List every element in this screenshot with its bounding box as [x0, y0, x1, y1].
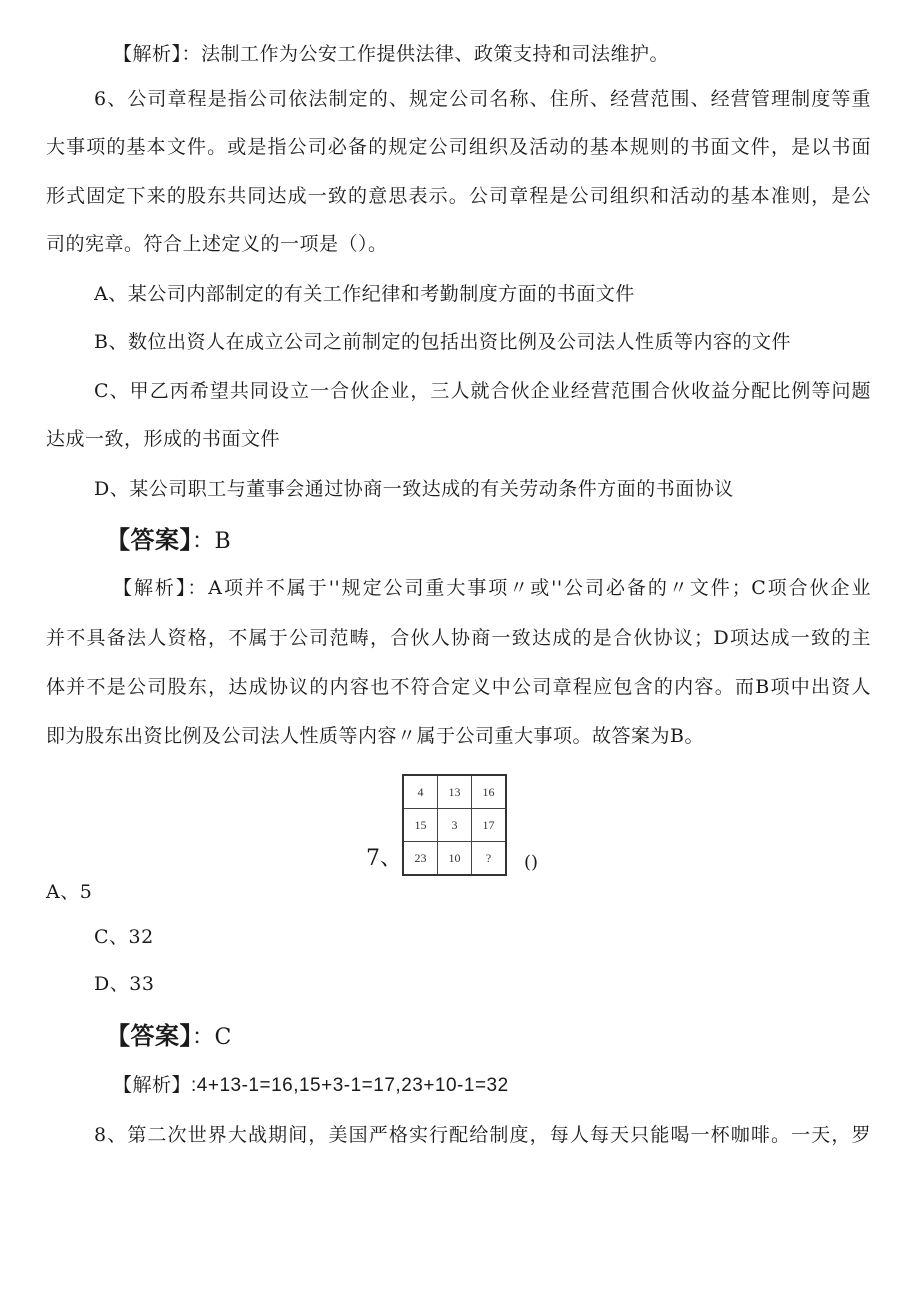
grid-cell: 4 [403, 775, 438, 809]
option-7-a: A、5 [46, 881, 93, 903]
explanation-formula: :4+13-1=16,15+3-1=17,23+10-1=32 [191, 1075, 509, 1096]
answer-7 [106, 1020, 232, 1054]
answer-blank: () [524, 852, 539, 873]
explanation-6-line-4: 即为股东出资比例及公司法人性质等内容〃属于公司重大事项。故答案为B。 [46, 725, 704, 747]
option-d: D、某公司职工与董事会通过协商一致达成的有关劳动条件方面的书面协议 [94, 478, 734, 500]
option-7-d: D、33 [94, 973, 155, 995]
grid-cell: 3 [438, 809, 472, 842]
question-8-line-1: 8、第二次世界大战期间，美国严格实行配给制度，每人每天只能喝一杯咖啡。一天，罗 [94, 1124, 871, 1146]
explanation-line: 【解析】：法制工作为公安工作提供法律、政策支持和司法维护。 [113, 43, 670, 65]
question-6-line-2: 大事项的基本文件。或是指公司必备的规定公司组织及活动的基本规则的书面文件，是以书面 [46, 136, 871, 158]
grid-cell: 13 [438, 775, 472, 809]
option-c-line-2: 达成一致，形成的书面文件 [46, 428, 281, 450]
grid-cell: 16 [472, 775, 507, 809]
explanation-6-line-1: 【解析】：A项并不属于''规定公司重大事项〃或''公司必备的〃文件；C项合伙企业 [113, 577, 871, 599]
question-6-line-4: 司的宪章。符合上述定义的一项是（）。 [46, 233, 388, 255]
option-7-c: C、32 [94, 926, 154, 948]
question-7-figure [366, 772, 556, 882]
explanation-6-line-2: 并不具备法人资格，不属于公司范畴，合伙人协商一致达成的是合伙协议；D项达成一致的主 [46, 627, 871, 649]
explanation-label: 【解析】 [113, 1074, 192, 1096]
answer-6 [106, 524, 231, 558]
option-a: A、某公司内部制定的有关工作纪律和考勤制度方面的书面文件 [94, 283, 635, 305]
grid-cell: ? [472, 842, 507, 876]
option-b: B、数位出资人在成立公司之前制定的包括出资比例及公司法人性质等内容的文件 [94, 331, 791, 353]
number-grid [402, 774, 507, 876]
grid-cell: 17 [472, 809, 507, 842]
question-6-line-1: 6、公司章程是指公司依法制定的、规定公司名称、住所、经营范围、经营管理制度等重 [94, 88, 871, 110]
answer-label: 【答案】 [106, 526, 192, 554]
grid-cell: 23 [403, 842, 438, 876]
question-7-number: 7、 [366, 846, 402, 871]
option-c-line-1: C、甲乙丙希望共同设立一合伙企业，三人就合伙企业经营范围合伙收益分配比例等问题 [94, 380, 871, 402]
grid-cell: 10 [438, 842, 472, 876]
answer-value: ：C [192, 1025, 232, 1050]
explanation-7 [113, 1071, 509, 1100]
answer-value: ：B [192, 529, 232, 554]
question-6-line-3: 形式固定下来的股东共同达成一致的意思表示。公司章程是公司组织和活动的基本准则，是公 [46, 185, 871, 207]
explanation-6-line-3: 体并不是公司股东，达成协议的内容也不符合定义中公司章程应包含的内容。而B项中出资人 [46, 676, 871, 698]
answer-label: 【答案】 [106, 1022, 192, 1050]
grid-cell: 15 [403, 809, 438, 842]
